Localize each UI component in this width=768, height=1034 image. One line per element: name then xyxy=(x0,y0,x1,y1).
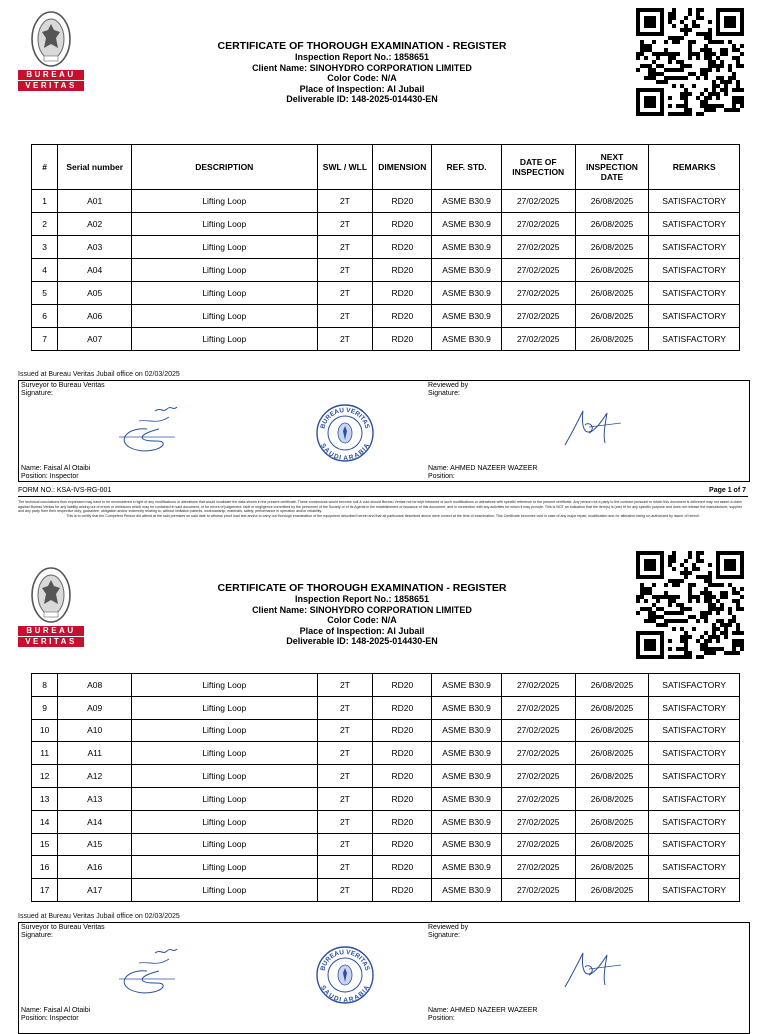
description-cell: Lifting Loop xyxy=(132,879,317,902)
next-inspection-date-cell: 26/08/2025 xyxy=(575,259,649,282)
description-cell: Lifting Loop xyxy=(132,236,317,259)
issued-note: Issued at Bureau Veritas Jubail office on 02/03/2025 xyxy=(18,913,180,920)
surveyor-signature-label: Signature: xyxy=(21,932,53,939)
inspection-report-no: Inspection Report No.: 1858651 xyxy=(294,594,430,604)
swl-wll-cell: 2T xyxy=(317,856,373,879)
item-number-cell: 3 xyxy=(32,236,58,259)
description-cell: Lifting Loop xyxy=(132,810,317,833)
remarks-cell: SATISFACTORY xyxy=(649,236,740,259)
ref-std-cell: ASME B30.9 xyxy=(432,282,502,305)
brand-line-2: VERITAS xyxy=(18,637,84,647)
stamp-top-text: BUREAU VERITAS xyxy=(319,948,371,972)
next-inspection-date-cell: 26/08/2025 xyxy=(575,879,649,902)
item-number-cell: 12 xyxy=(32,765,58,788)
disclaimer-paragraph: The technical conclusions thus expressed may have to be reconsidered in light of any modifications or alterations that would invalidate the data shown in the present certificate. These conclusions would become null & void should Bureau Veritas not be kept informed of such modifications or alterations with specific reference to the present certificate. Any person not a party to the contract pursuant to which this document is delivered may not assert a claim against Bureau Veritas for any liability arising out of errors or omissions which may be contained in said document, or for errors of judgement, fault or negligence committed by the personnel of the Society or of its Agents in the establishment or issuance of this document, and in connection with any activities for which it may provide. This is NOT an indication that the item(s) is (are) fit for any specific purpose and does not release the manufacturer, supplier and any party from their respective duty, guarantee, obligation and/or indemnity relating to, without limitation patents, workmanship, materials, safety, performance in operation and/or reliability. xyxy=(18,500,742,514)
company-stamp xyxy=(315,945,375,1005)
remarks-cell: SATISFACTORY xyxy=(649,719,740,742)
place-of-inspection: Place of Inspection: Al Jubail xyxy=(299,83,425,94)
table-row xyxy=(32,674,740,697)
swl-wll-cell: 2T xyxy=(317,810,373,833)
certification-paragraph: This is to certify that the Competent Person did attend at the said premises on said date to witness proof load test and/or to carry out thorough examination of the equipment described herein and that all particulars described above were correct at the time of examination. This Certificate becomes void in case of any major repair, modification and /or alteration being un-authorized by issuer of hereof. xyxy=(66,513,700,518)
inspection-date-cell: 27/02/2025 xyxy=(501,259,575,282)
deliverable-id: Deliverable ID: 148-2025-014430-EN xyxy=(286,94,438,104)
description-cell: Lifting Loop xyxy=(132,213,317,236)
item-number-cell: 9 xyxy=(32,696,58,719)
next-inspection-date-cell: 26/08/2025 xyxy=(575,856,649,879)
serial-number-cell: A09 xyxy=(58,696,132,719)
description-cell: Lifting Loop xyxy=(132,190,317,213)
description-cell: Lifting Loop xyxy=(132,305,317,328)
remarks-cell: SATISFACTORY xyxy=(649,190,740,213)
item-number-cell: 17 xyxy=(32,879,58,902)
ref-std-cell: ASME B30.9 xyxy=(432,856,502,879)
remarks-cell: SATISFACTORY xyxy=(649,765,740,788)
item-number-cell: 11 xyxy=(32,742,58,765)
inspection-date-cell: 27/02/2025 xyxy=(501,742,575,765)
description-cell: Lifting Loop xyxy=(132,742,317,765)
dimension-cell: RD20 xyxy=(373,190,432,213)
description-cell: Lifting Loop xyxy=(132,719,317,742)
form-number: FORM NO.: KSA-IVS-RG-001 xyxy=(18,487,112,494)
ref-std-cell: ASME B30.9 xyxy=(432,742,502,765)
dimension-cell: RD20 xyxy=(373,787,432,810)
swl-wll-cell: 2T xyxy=(317,213,373,236)
inspection-date-cell: 27/02/2025 xyxy=(501,282,575,305)
next-inspection-date-cell: 26/08/2025 xyxy=(575,213,649,236)
table-row xyxy=(32,810,740,833)
remarks-cell: SATISFACTORY xyxy=(649,213,740,236)
serial-number-cell: A16 xyxy=(58,856,132,879)
dimension-cell: RD20 xyxy=(373,696,432,719)
bureau-veritas-logo xyxy=(18,566,84,648)
dimension-cell: RD20 xyxy=(373,810,432,833)
inspection-date-cell: 27/02/2025 xyxy=(501,236,575,259)
swl-wll-cell: 2T xyxy=(317,236,373,259)
remarks-cell: SATISFACTORY xyxy=(649,810,740,833)
swl-wll-cell: 2T xyxy=(317,879,373,902)
issued-note: Issued at Bureau Veritas Jubail office on 02/03/2025 xyxy=(18,371,180,378)
item-number-cell: 6 xyxy=(32,305,58,328)
qr-code-icon xyxy=(636,551,744,659)
serial-number-cell: A02 xyxy=(58,213,132,236)
surveyor-position: Position: Inspector xyxy=(21,1015,79,1022)
ref-std-cell: ASME B30.9 xyxy=(432,719,502,742)
serial-number-cell: A06 xyxy=(58,305,132,328)
item-number-cell: 5 xyxy=(32,282,58,305)
swl-wll-cell: 2T xyxy=(317,259,373,282)
serial-number-cell: A17 xyxy=(58,879,132,902)
table-row xyxy=(32,856,740,879)
remarks-cell: SATISFACTORY xyxy=(649,282,740,305)
swl-wll-cell: 2T xyxy=(317,833,373,856)
serial-number-cell: A10 xyxy=(58,719,132,742)
color-code: Color Code: N/A xyxy=(327,615,397,625)
inspection-date-cell: 27/02/2025 xyxy=(501,674,575,697)
next-inspection-date-cell: 26/08/2025 xyxy=(575,236,649,259)
dimension-cell: RD20 xyxy=(373,719,432,742)
svg-text:SAUDI ARABIA xyxy=(319,984,371,1004)
remarks-cell: SATISFACTORY xyxy=(649,856,740,879)
client-name: Client Name: SINOHYDRO CORPORATION LIMITED xyxy=(252,604,472,615)
surveyor-label: Surveyor to Bureau Veritas xyxy=(21,924,105,931)
ref-std-cell: ASME B30.9 xyxy=(432,696,502,719)
swl-wll-cell: 2T xyxy=(317,719,373,742)
inspection-date-cell: 27/02/2025 xyxy=(501,879,575,902)
dimension-cell: RD20 xyxy=(373,856,432,879)
table-row xyxy=(32,719,740,742)
next-inspection-date-cell: 26/08/2025 xyxy=(575,696,649,719)
col-header-date-inspection: DATE OF INSPECTION xyxy=(501,145,575,190)
description-cell: Lifting Loop xyxy=(132,328,317,351)
table-row xyxy=(32,765,740,788)
col-header-number: # xyxy=(32,145,58,190)
remarks-cell: SATISFACTORY xyxy=(649,833,740,856)
remarks-cell: SATISFACTORY xyxy=(649,787,740,810)
ref-std-cell: ASME B30.9 xyxy=(432,765,502,788)
dimension-cell: RD20 xyxy=(373,328,432,351)
client-name: Client Name: SINOHYDRO CORPORATION LIMITED xyxy=(252,62,472,73)
color-code: Color Code: N/A xyxy=(327,73,397,83)
next-inspection-date-cell: 26/08/2025 xyxy=(575,328,649,351)
stamp-bottom-text: SAUDI ARABIA xyxy=(319,442,371,463)
next-inspection-date-cell: 26/08/2025 xyxy=(575,282,649,305)
surveyor-name: Name: Faisal Al Otaibi xyxy=(21,1007,91,1014)
dimension-cell: RD20 xyxy=(373,259,432,282)
dimension-cell: RD20 xyxy=(373,833,432,856)
col-header-ref-std: REF. STD. xyxy=(432,145,502,190)
table-row xyxy=(32,879,740,902)
swl-wll-cell: 2T xyxy=(317,190,373,213)
reviewer-position: Position: xyxy=(428,473,455,480)
inspection-date-cell: 27/02/2025 xyxy=(501,856,575,879)
col-header-dimension: DIMENSION xyxy=(373,145,432,190)
serial-number-cell: A11 xyxy=(58,742,132,765)
brand-line-1: BUREAU xyxy=(18,626,84,636)
reviewer-name: Name: AHMED NAZEER WAZEER xyxy=(428,465,538,472)
item-number-cell: 1 xyxy=(32,190,58,213)
dimension-cell: RD20 xyxy=(373,236,432,259)
table-row xyxy=(32,742,740,765)
item-number-cell: 16 xyxy=(32,856,58,879)
swl-wll-cell: 2T xyxy=(317,742,373,765)
swl-wll-cell: 2T xyxy=(317,765,373,788)
serial-number-cell: A12 xyxy=(58,765,132,788)
ref-std-cell: ASME B30.9 xyxy=(432,305,502,328)
swl-wll-cell: 2T xyxy=(317,328,373,351)
swl-wll-cell: 2T xyxy=(317,282,373,305)
reviewer-name: Name: AHMED NAZEER WAZEER xyxy=(428,1007,538,1014)
next-inspection-date-cell: 26/08/2025 xyxy=(575,674,649,697)
reviewer-position: Position: xyxy=(428,1015,455,1022)
table-row xyxy=(32,696,740,719)
stamp-top-text: BUREAU VERITAS xyxy=(319,406,371,430)
description-cell: Lifting Loop xyxy=(132,765,317,788)
remarks-cell: SATISFACTORY xyxy=(649,879,740,902)
serial-number-cell: A03 xyxy=(58,236,132,259)
next-inspection-date-cell: 26/08/2025 xyxy=(575,787,649,810)
dimension-cell: RD20 xyxy=(373,305,432,328)
inspection-date-cell: 27/02/2025 xyxy=(501,833,575,856)
ref-std-cell: ASME B30.9 xyxy=(432,190,502,213)
serial-number-cell: A04 xyxy=(58,259,132,282)
description-cell: Lifting Loop xyxy=(132,696,317,719)
inspection-report-no: Inspection Report No.: 1858651 xyxy=(294,52,430,62)
col-header-swl: SWL / WLL xyxy=(317,145,373,190)
surveyor-signature xyxy=(99,941,199,1001)
remarks-cell: SATISFACTORY xyxy=(649,742,740,765)
remarks-cell: SATISFACTORY xyxy=(649,259,740,282)
swl-wll-cell: 2T xyxy=(317,696,373,719)
inspection-date-cell: 27/02/2025 xyxy=(501,719,575,742)
surveyor-signature-label: Signature: xyxy=(21,390,53,397)
remarks-cell: SATISFACTORY xyxy=(649,674,740,697)
description-cell: Lifting Loop xyxy=(132,259,317,282)
dimension-cell: RD20 xyxy=(373,742,432,765)
brand-line-2: VERITAS xyxy=(18,81,84,91)
inspection-date-cell: 27/02/2025 xyxy=(501,696,575,719)
next-inspection-date-cell: 26/08/2025 xyxy=(575,305,649,328)
next-inspection-date-cell: 26/08/2025 xyxy=(575,719,649,742)
serial-number-cell: A08 xyxy=(58,674,132,697)
inspection-date-cell: 27/02/2025 xyxy=(501,190,575,213)
item-number-cell: 4 xyxy=(32,259,58,282)
item-number-cell: 15 xyxy=(32,833,58,856)
inspection-date-cell: 27/02/2025 xyxy=(501,213,575,236)
deliverable-id: Deliverable ID: 148-2025-014430-EN xyxy=(286,636,438,646)
table-row xyxy=(32,833,740,856)
inspection-date-cell: 27/02/2025 xyxy=(501,810,575,833)
seal-icon xyxy=(30,566,72,624)
remarks-cell: SATISFACTORY xyxy=(649,328,740,351)
serial-number-cell: A14 xyxy=(58,810,132,833)
item-number-cell: 14 xyxy=(32,810,58,833)
dimension-cell: RD20 xyxy=(373,213,432,236)
serial-number-cell: A01 xyxy=(58,190,132,213)
inspection-date-cell: 27/02/2025 xyxy=(501,305,575,328)
page-number: Page 1 of 7 xyxy=(709,487,746,494)
remarks-cell: SATISFACTORY xyxy=(649,696,740,719)
col-header-serial: Serial number xyxy=(58,145,132,190)
description-cell: Lifting Loop xyxy=(132,282,317,305)
place-of-inspection: Place of Inspection: Al Jubail xyxy=(299,625,425,636)
next-inspection-date-cell: 26/08/2025 xyxy=(575,833,649,856)
surveyor-name: Name: Faisal Al Otaibi xyxy=(21,465,91,472)
item-number-cell: 10 xyxy=(32,719,58,742)
description-cell: Lifting Loop xyxy=(132,787,317,810)
description-cell: Lifting Loop xyxy=(132,833,317,856)
inspection-date-cell: 27/02/2025 xyxy=(501,787,575,810)
ref-std-cell: ASME B30.9 xyxy=(432,879,502,902)
ref-std-cell: ASME B30.9 xyxy=(432,236,502,259)
next-inspection-date-cell: 26/08/2025 xyxy=(575,765,649,788)
certificate-title: CERTIFICATE OF THOROUGH EXAMINATION - REGISTER xyxy=(217,582,507,594)
description-cell: Lifting Loop xyxy=(132,674,317,697)
reviewer-signature-label: Signature: xyxy=(428,932,460,939)
serial-number-cell: A13 xyxy=(58,787,132,810)
item-number-cell: 8 xyxy=(32,674,58,697)
dimension-cell: RD20 xyxy=(373,879,432,902)
ref-std-cell: ASME B30.9 xyxy=(432,328,502,351)
serial-number-cell: A07 xyxy=(58,328,132,351)
next-inspection-date-cell: 26/08/2025 xyxy=(575,190,649,213)
serial-number-cell: A05 xyxy=(58,282,132,305)
inspection-date-cell: 27/02/2025 xyxy=(501,765,575,788)
ref-std-cell: ASME B30.9 xyxy=(432,833,502,856)
col-header-remarks: REMARKS xyxy=(649,145,740,190)
swl-wll-cell: 2T xyxy=(317,674,373,697)
remarks-cell: SATISFACTORY xyxy=(649,305,740,328)
ref-std-cell: ASME B30.9 xyxy=(432,259,502,282)
reviewer-signature-label: Signature: xyxy=(428,390,460,397)
ref-std-cell: ASME B30.9 xyxy=(432,674,502,697)
reviewed-label: Reviewed by xyxy=(428,382,469,389)
stamp-bottom-text: SAUDI ARABIA xyxy=(319,984,371,1005)
table-row xyxy=(32,787,740,810)
ref-std-cell: ASME B30.9 xyxy=(432,787,502,810)
col-header-description: DESCRIPTION xyxy=(132,145,317,190)
serial-number-cell: A15 xyxy=(58,833,132,856)
next-inspection-date-cell: 26/08/2025 xyxy=(575,742,649,765)
item-number-cell: 13 xyxy=(32,787,58,810)
reviewer-signature xyxy=(559,943,629,998)
register-table xyxy=(31,673,740,902)
inspection-date-cell: 27/02/2025 xyxy=(501,328,575,351)
reviewed-label: Reviewed by xyxy=(428,924,469,931)
dimension-cell: RD20 xyxy=(373,282,432,305)
description-cell: Lifting Loop xyxy=(132,856,317,879)
signature-box xyxy=(18,922,750,1034)
item-number-cell: 7 xyxy=(32,328,58,351)
surveyor-label: Surveyor to Bureau Veritas xyxy=(21,382,105,389)
ref-std-cell: ASME B30.9 xyxy=(432,810,502,833)
swl-wll-cell: 2T xyxy=(317,787,373,810)
brand-line-1: BUREAU xyxy=(18,70,84,80)
next-inspection-date-cell: 26/08/2025 xyxy=(575,810,649,833)
item-number-cell: 2 xyxy=(32,213,58,236)
col-header-next-inspection: NEXT INSPECTION DATE xyxy=(575,145,649,190)
ref-std-cell: ASME B30.9 xyxy=(432,213,502,236)
dimension-cell: RD20 xyxy=(373,765,432,788)
dimension-cell: RD20 xyxy=(373,674,432,697)
certificate-header xyxy=(150,582,574,647)
surveyor-position: Position: Inspector xyxy=(21,473,79,480)
certificate-title: CERTIFICATE OF THOROUGH EXAMINATION - REGISTER xyxy=(217,40,507,52)
swl-wll-cell: 2T xyxy=(317,305,373,328)
